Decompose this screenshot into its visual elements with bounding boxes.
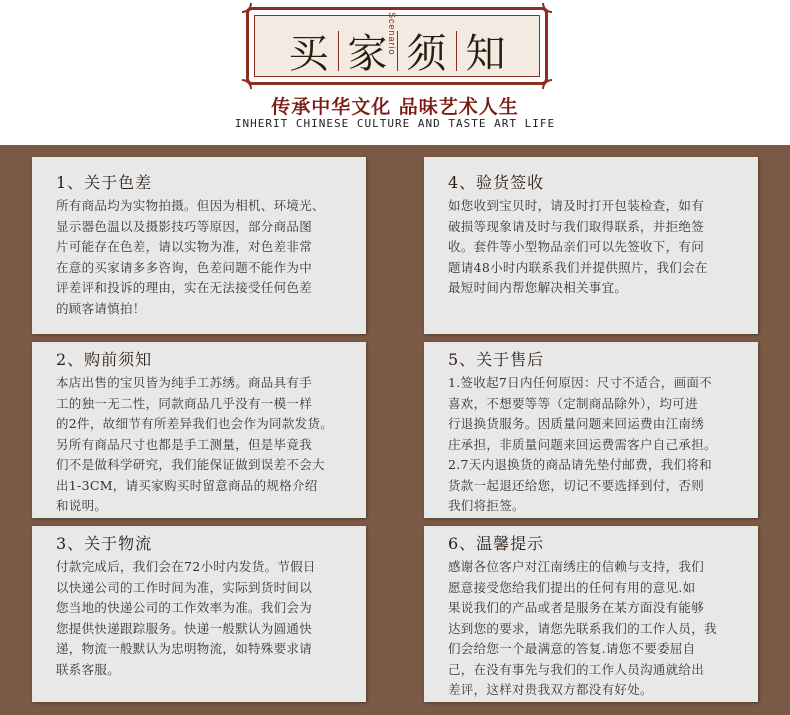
card-body: 本店出售的宝贝皆为纯手工苏绣。商品具有手 工的独一无二性，同款商品几乎没有一模一样 的2件，故细节有所差异我们也会作为同款发货。 另所有商品尺寸也都是手工测量，但是毕竟我 们不是做科学研究，我们能保证做到误差不会大 出1-3CM，请买家购买时留意商品的规格介绍 和说明。 bbox=[56, 375, 334, 513]
card-body: 所有商品均为实物拍摄。但因为相机、环境光、 显示器色温以及摄影技巧等原因，部分商品图 片可能存在色差，请以实物为准，对色差非常 在意的买家请多多咨询，色差问题不能作为中 评差评和投诉的理由，实在无法接受任何色差 的顾客请慎拍！ bbox=[56, 198, 325, 316]
frame-corner-ornament bbox=[242, 79, 252, 89]
card-title: 5、关于售后 bbox=[448, 350, 545, 369]
slogan-chinese: 传承中华文化 品味艺术人生 bbox=[271, 96, 519, 118]
frame-corner-ornament bbox=[542, 3, 552, 13]
title-char: 家 bbox=[347, 31, 388, 77]
header bbox=[0, 0, 790, 145]
notice-card-tips bbox=[424, 526, 758, 702]
notice-card-after-sales bbox=[424, 342, 758, 518]
title-frame bbox=[246, 7, 548, 85]
frame-corner-ornament bbox=[542, 79, 552, 89]
title-divider bbox=[338, 31, 339, 71]
notice-card-logistics bbox=[32, 526, 366, 702]
card-title: 1、关于色差 bbox=[56, 173, 153, 192]
card-title: 2、购前须知 bbox=[56, 350, 153, 369]
card-body: 感谢各位客户对江南绣庄的信赖与支持，我们 愿意接受您给我们提出的任何有用的意见.如 果说我们的产品或者是服务在某方面没有能够 达到您的要求，请您先联系我们的工作人员，我 们会给您一个最满意的答复.请您不要委屈自 己，在没有事先与我们的工作人员沟通就给出 差评，这样对贵我双方都没有好处。 bbox=[448, 559, 717, 697]
notice-card-before-purchase bbox=[32, 342, 366, 518]
frame-corner-ornament bbox=[242, 3, 252, 13]
card-body: 如您收到宝贝时，请及时打开包装检查，如有 破损等现象请及时与我们取得联系，并拒绝签 收。套件等小型物品亲们可以先签收下，有问 题请48小时内联系我们并提供照片，我们会在 最短时间内帮您解决相关事宜。 bbox=[448, 198, 708, 295]
notice-card-inspection bbox=[424, 157, 758, 334]
card-title: 4、验货签收 bbox=[448, 173, 545, 192]
card-body: 1.签收起7日内任何原因：尺寸不适合，画面不 喜欢，不想要等等（定制商品除外），均可进 行退换货服务。因质量问题来回运费由江南绣 庄承担，非质量问题来回运费需客户自己承担。 2.7天内退换货的商品请先垫付邮费，我们将和 货款一起退还给您，切记不要选择到付，否则 我们将拒签。 bbox=[448, 375, 717, 513]
card-title: 3、关于物流 bbox=[56, 534, 153, 553]
scenario-label: Scenario bbox=[387, 12, 397, 56]
notice-panel bbox=[0, 145, 790, 715]
page-title bbox=[249, 22, 545, 79]
title-char: 知 bbox=[465, 31, 506, 77]
title-char: 买 bbox=[288, 31, 329, 77]
slogan-english: INHERIT CHINESE CULTURE AND TASTE ART LIFE bbox=[234, 117, 556, 130]
notice-card-color-difference bbox=[32, 157, 366, 334]
title-char: 须 bbox=[406, 31, 447, 77]
card-title: 6、温馨提示 bbox=[448, 534, 545, 553]
card-body: 付款完成后，我们会在72小时内发货。节假日 以快递公司的工作时间为准，实际到货时间以 您当地的快递公司的工作效率为准。我们会为 您提供快递跟踪服务。快递一般默认为圆通快 递，物流一般默认为忠明物流，如特殊要求请 联系客服。 bbox=[56, 559, 316, 677]
title-divider bbox=[456, 31, 457, 71]
